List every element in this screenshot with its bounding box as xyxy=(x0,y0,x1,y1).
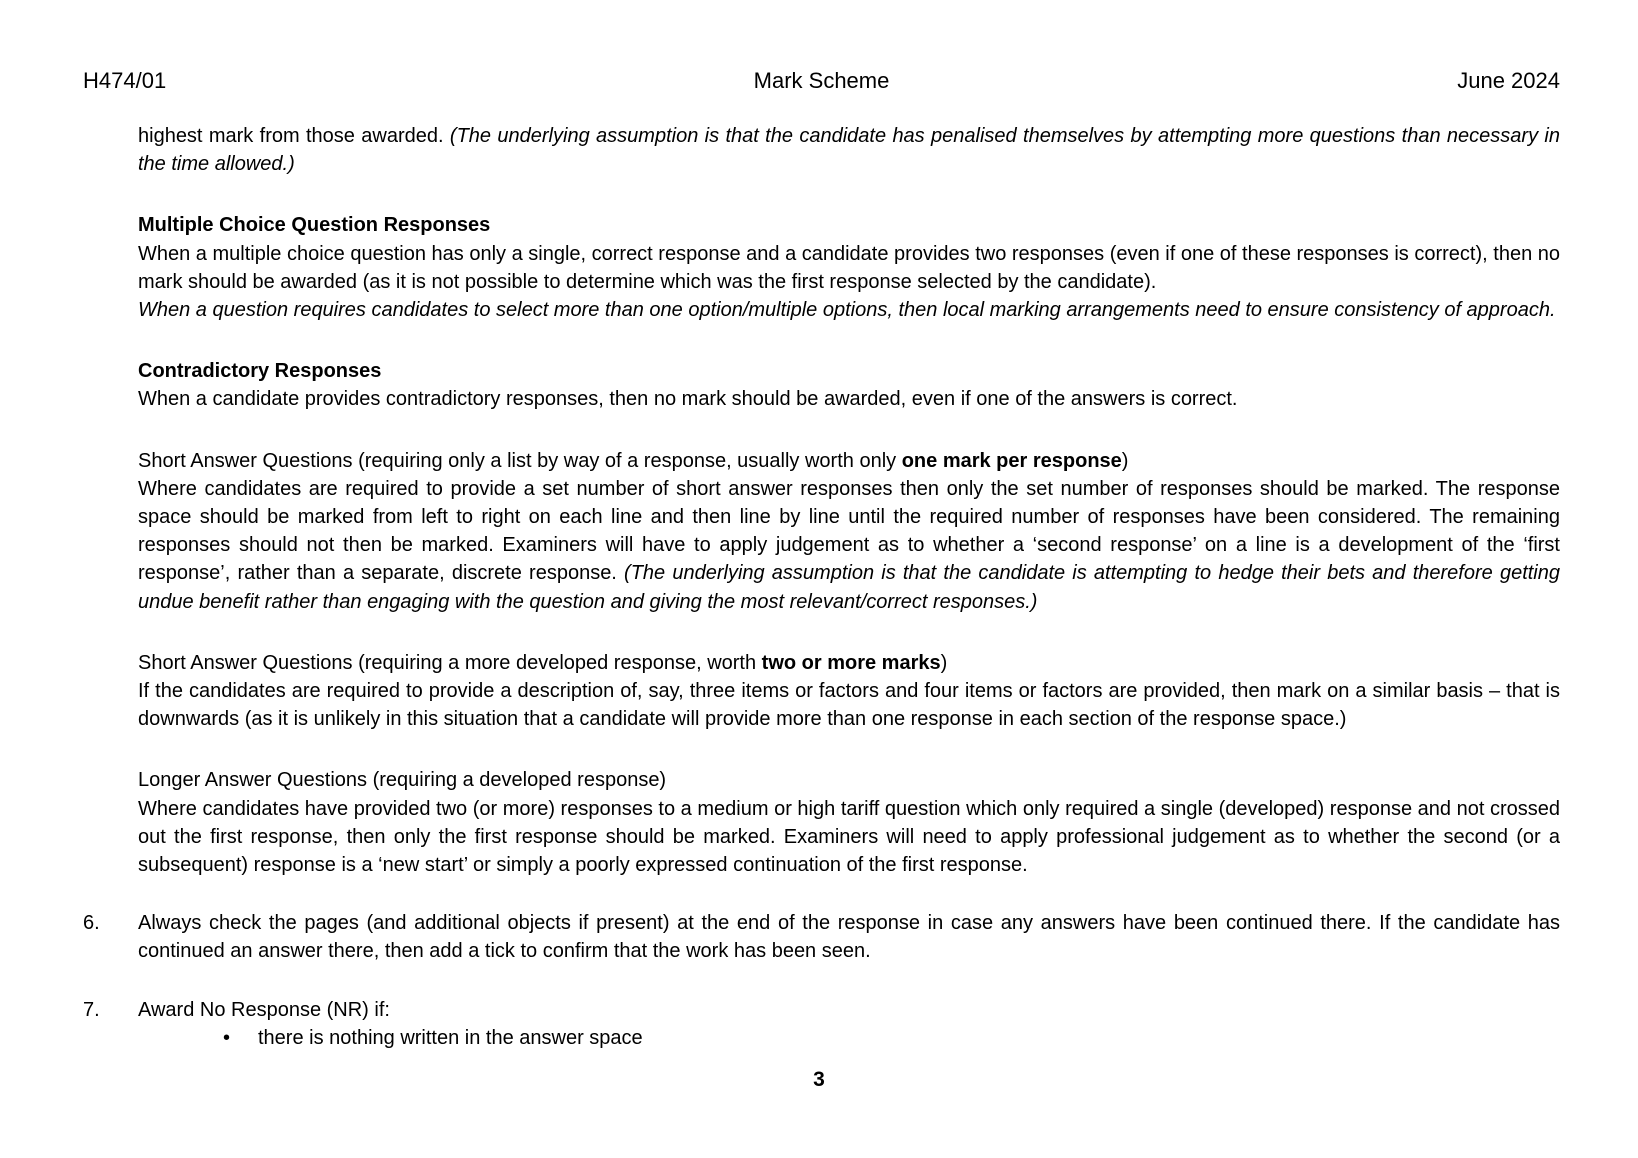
numbered-item xyxy=(83,996,1560,1024)
intro-paragraph xyxy=(138,122,1560,178)
item-text: Award No Response (NR) if: xyxy=(138,998,390,1021)
bullet-icon: • xyxy=(223,1026,231,1049)
item-text: Always check the pages (and additional objects if present) at the end of the response in case any answers have been continued there. If the candidate has continued an answer there, then add a tick to confirm that the work has been seen. xyxy=(138,912,1560,963)
mcq-italic-paragraph: When a question requires candidates to select more than one option/multiple options, then local marking arrangements need to ensure consistency of approach. xyxy=(138,299,1556,322)
longer-section xyxy=(138,766,1560,879)
contradictory-heading: Contradictory Responses xyxy=(138,360,382,383)
short-developed-heading-close: ) xyxy=(940,651,948,674)
mcq-heading: Multiple Choice Question Responses xyxy=(138,214,491,237)
short-list-paragraph xyxy=(138,475,1560,616)
document-date: June 2024 xyxy=(1457,68,1560,93)
short-list-heading-text: Short Answer Questions (requiring only a list by way of a response, usually worth only xyxy=(138,449,902,472)
short-list-heading xyxy=(138,447,1560,475)
item-number: 6. xyxy=(83,912,100,935)
intro-text: highest mark from those awarded. xyxy=(138,125,450,147)
document-code: H474/01 xyxy=(83,68,167,93)
page-body xyxy=(83,122,1561,1052)
short-list-italic-text: (The underlying assumption is that the candidate is attempting to hedge their bets and therefore getting undue benefit rather than engaging with the question and giving the most relevant/correct responses.) xyxy=(138,562,1560,613)
short-developed-heading xyxy=(138,649,1560,677)
longer-paragraph: Where candidates have provided two (or more) responses to a medium or high tariff question which only required a single (developed) response and not crossed out the first response, then only the first response should be marked. Examiners will need to apply professional judgement as to whether the second (or a subsequent) response is a ‘new start’ or simply a poorly expressed continuation of the first response. xyxy=(138,797,1560,877)
short-developed-heading-bold: two or more marks xyxy=(761,651,941,674)
contradictory-section xyxy=(138,357,1560,413)
short-list-section xyxy=(138,447,1560,616)
short-list-heading-bold: one mark per response xyxy=(901,449,1122,472)
longer-heading: Longer Answer Questions (requiring a developed response) xyxy=(138,769,667,792)
short-developed-section xyxy=(138,649,1560,734)
document-title: Mark Scheme xyxy=(753,68,890,93)
item-number: 7. xyxy=(83,998,100,1021)
page-number: 3 xyxy=(813,1068,825,1091)
numbered-item xyxy=(83,909,1560,965)
mcq-section xyxy=(138,211,1560,324)
intro-italic-text: (The underlying assumption is that the candidate has penalised themselves by attempting more questions than necessary in the time allowed.) xyxy=(138,125,1561,176)
mcq-paragraph: When a multiple choice question has only a single, correct response and a candidate provides two responses (even if one of these responses is correct), then no mark should be awarded (as it is not possible to determine which was the first response selected by the candidate). xyxy=(138,242,1560,293)
bullet-text: there is nothing written in the answer space xyxy=(258,1026,643,1049)
short-developed-heading-text: Short Answer Questions (requiring a more developed response, worth xyxy=(138,651,762,674)
bullet-item xyxy=(138,1024,1560,1052)
short-list-text: Where candidates are required to provide a set number of short answer responses then only the set number of responses should be marked. The response space should be marked from left to right on each line and then line by line until the required number of responses have been considered. The remaining responses should not then be marked. Examiners will have to apply judgement as to whether a ‘second response’ on a line is a development of the ‘first response’, rather than a separate, discrete response. xyxy=(138,477,1560,585)
contradictory-paragraph: When a candidate provides contradictory responses, then no mark should be awarded, even if one of the answers is correct. xyxy=(138,388,1238,411)
short-developed-paragraph: If the candidates are required to provide a description of, say, three items or factors and four items or factors are provided, then mark on a similar basis – that is downwards (as it is unlikely in this situation that a candidate will provide more than one response in each section of the response space.) xyxy=(138,680,1560,731)
short-list-heading-close: ) xyxy=(1121,449,1129,472)
page-header xyxy=(83,68,1560,98)
